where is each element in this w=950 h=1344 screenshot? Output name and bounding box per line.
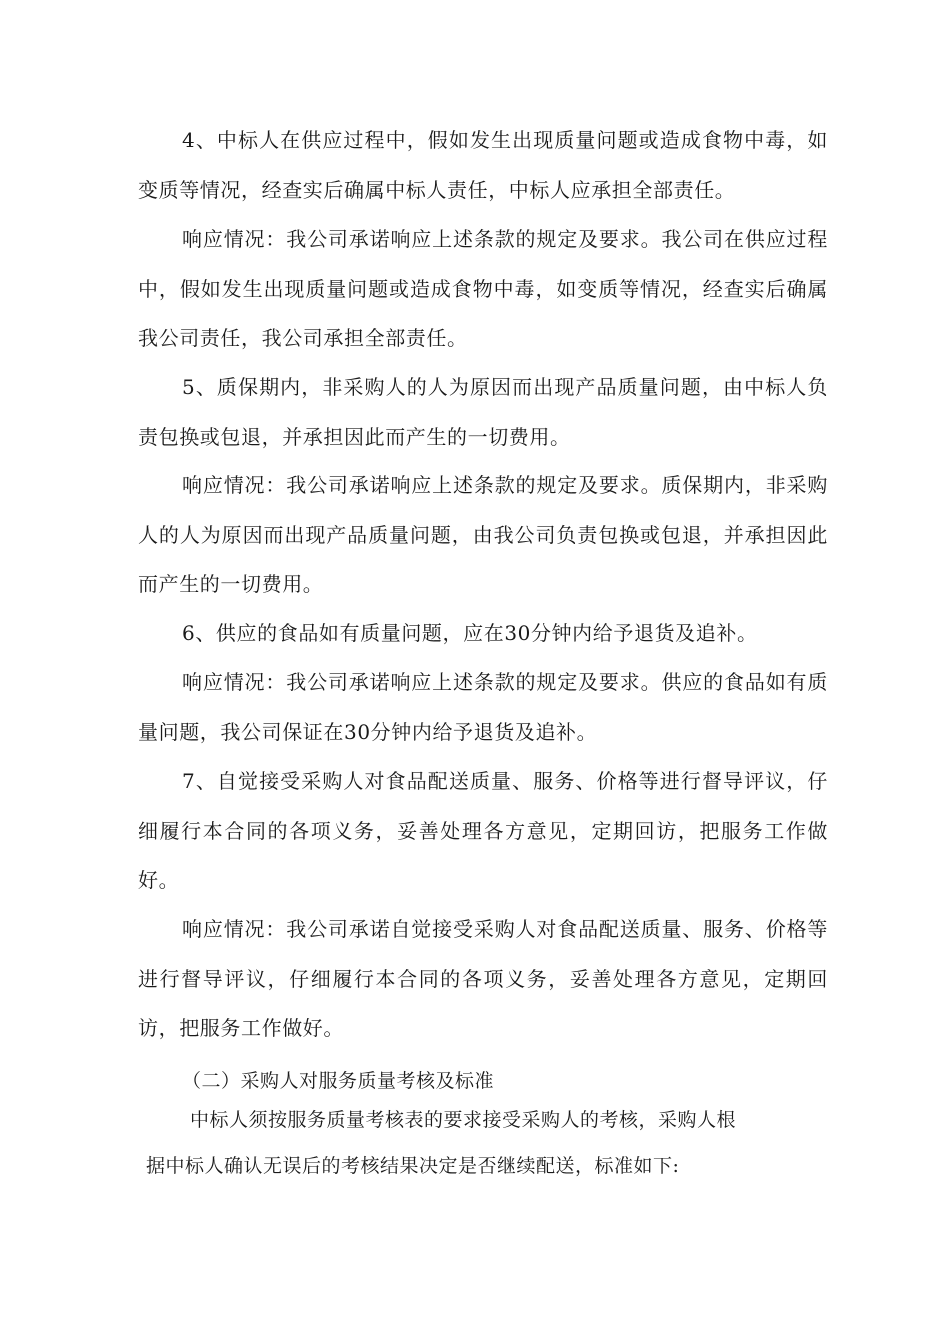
clause-4-paragraph: 4、中标人在供应过程中，假如发生出现质量问题或造成食物中毒，如变质等情况，经查实后确属中标人责任，中标人应承担全部责任。 — [138, 128, 828, 202]
clause-6-paragraph: 6、供应的食品如有质量问题，应在30分钟内给予退货及追补。 — [182, 621, 758, 645]
assessment-line-1: 中标人须按服务质量考核表的要求接受采购人的考核，采购人根 — [190, 1109, 737, 1131]
clause-5-response-paragraph: 响应情况：我公司承诺响应上述条款的规定及要求。质保期内，非采购人的人为原因而出现产品质量问题，由我公司负责包换或包退，并承担因此而产生的一切费用。 — [138, 473, 828, 596]
clause-7-response-paragraph: 响应情况：我公司承诺自觉接受采购人对食品配送质量、服务、价格等进行督导评议，仔细履行本合同的各项义务，妥善处理各方意见，定期回访，把服务工作做好。 — [138, 917, 828, 1040]
clause-5-paragraph: 5、质保期内，非采购人的人为原因而出现产品质量问题，由中标人负责包换或包退，并承担因此而产生的一切费用。 — [138, 375, 828, 449]
assessment-standard-paragraph — [138, 1097, 828, 1189]
clause-6-response-paragraph: 响应情况：我公司承诺响应上述条款的规定及要求。供应的食品如有质量问题，我公司保证在30分钟内给予退货及追补。 — [138, 670, 828, 744]
clause-7-paragraph: 7、自觉接受采购人对食品配送质量、服务、价格等进行督导评议，仔细履行本合同的各项义务，妥善处理各方意见，定期回访，把服务工作做好。 — [138, 769, 828, 892]
section-heading: （二）采购人对服务质量考核及标准 — [182, 1070, 495, 1092]
clause-4-response-paragraph: 响应情况：我公司承诺响应上述条款的规定及要求。我公司在供应过程中，假如发生出现质量问题或造成食物中毒，如变质等情况，经查实后确属我公司责任，我公司承担全部责任。 — [138, 227, 828, 350]
assessment-line-2: 据中标人确认无误后的考核结果决定是否继续配送，标准如下: — [146, 1155, 680, 1177]
